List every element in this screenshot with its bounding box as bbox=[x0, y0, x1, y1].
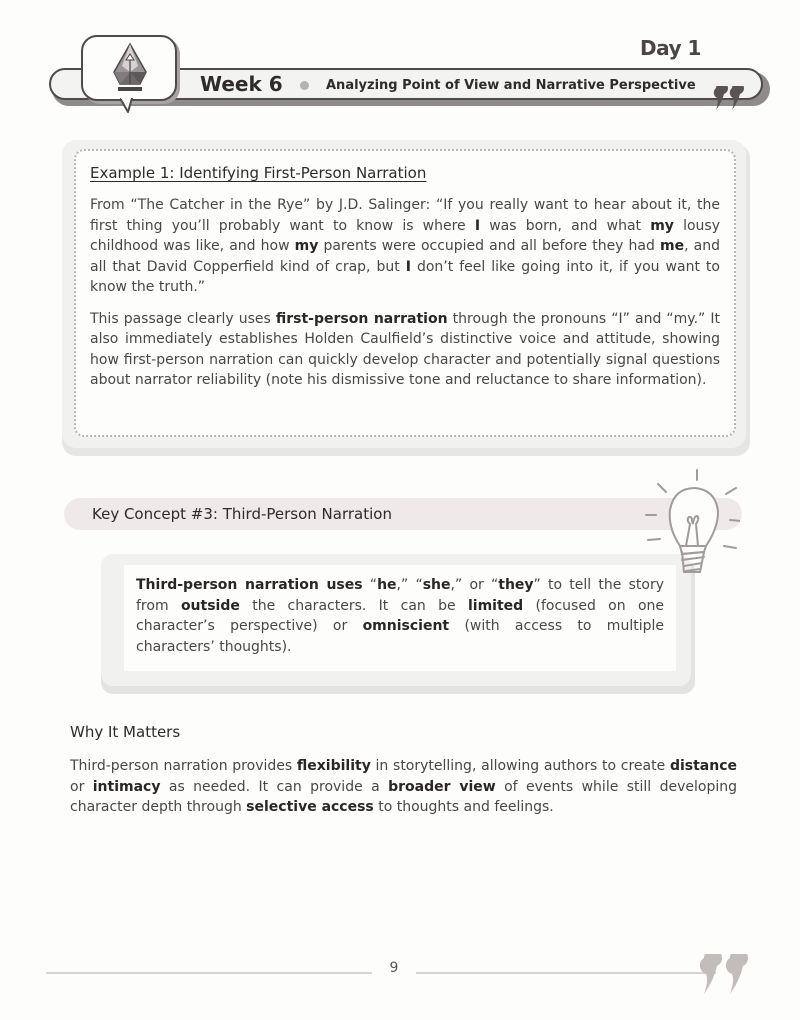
footer-rule-right bbox=[416, 972, 716, 974]
page-number: 9 bbox=[389, 960, 399, 976]
text-run: to thoughts and feelings. bbox=[373, 799, 554, 815]
text-run: don’t feel like going into it, if you want to know the truth.” bbox=[90, 258, 720, 295]
text-run: the characters. It can be bbox=[239, 597, 468, 614]
day-label: Day 1 bbox=[640, 36, 701, 60]
definition-box-inner bbox=[124, 565, 676, 671]
footer-rule-left bbox=[46, 972, 372, 974]
closing-quote-icon bbox=[712, 86, 746, 112]
emphasized-term: broader view bbox=[388, 778, 496, 795]
emphasized-term: I bbox=[474, 217, 481, 234]
definition-text bbox=[136, 575, 664, 657]
example-analysis bbox=[90, 309, 720, 391]
text-run: or bbox=[70, 778, 93, 795]
text-run: ,” “ bbox=[396, 577, 423, 593]
emphasized-term: first-person narration bbox=[275, 310, 448, 327]
text-run: “ bbox=[362, 577, 378, 593]
emphasized-term: omniscient bbox=[362, 618, 450, 634]
closing-quote-icon bbox=[700, 954, 752, 996]
emphasized-term: Third-person narration uses bbox=[136, 577, 363, 593]
emphasized-term: my bbox=[650, 217, 674, 234]
fountain-pen-nib-icon bbox=[110, 42, 150, 94]
speech-bubble-tail bbox=[120, 98, 136, 114]
why-it-matters-text bbox=[70, 756, 737, 818]
emphasized-term: selective access bbox=[246, 799, 374, 815]
why-it-matters-heading: Why It Matters bbox=[70, 723, 181, 741]
why-it-matters-section bbox=[70, 756, 737, 829]
week-subtitle: Analyzing Point of View and Narrative Perspective bbox=[326, 78, 696, 93]
example-title: Example 1: Identifying First-Person Narration bbox=[90, 164, 427, 182]
text-run: through the pronouns “I” and “my.” It also immediately establishes Holden Caulfield’s distinctive voice and attitude, showing how first-person narration can quickly develop character and potentially signal questions about narrator reliability (note his dismissive tone and reluctance to share information). bbox=[90, 310, 720, 388]
text-run: (with access to multiple characters’ thoughts). bbox=[136, 618, 664, 655]
text-run: (focused on one character’s perspective) or bbox=[136, 597, 665, 634]
emphasized-term: I bbox=[405, 258, 411, 275]
emphasized-term: limited bbox=[467, 597, 524, 614]
text-run: parents were occupied and all before they had bbox=[318, 238, 660, 254]
week-title: Week 6 bbox=[200, 72, 283, 96]
text-run: in storytelling, allowing authors to create bbox=[370, 758, 670, 774]
text-run: lousy childhood was like, and how bbox=[90, 217, 721, 254]
separator-dot bbox=[300, 81, 309, 90]
text-run: , and all that David Copperfield kind of crap, but bbox=[90, 238, 720, 275]
example-quote bbox=[90, 195, 720, 298]
key-concept-title: Key Concept #3: Third-Person Narration bbox=[92, 505, 392, 523]
emphasized-term: they bbox=[498, 577, 534, 593]
text-run: Third-person narration provides bbox=[70, 758, 297, 774]
text-run: From “The Catcher in the Rye” by J.D. Salinger: “If you really want to hear about it, the first thing you’ll probably want to know is where bbox=[90, 197, 720, 234]
emphasized-term: my bbox=[294, 238, 319, 254]
emphasized-term: outside bbox=[180, 597, 240, 614]
text-run: as needed. It can provide a bbox=[160, 778, 389, 795]
text-run: ” to tell the story from bbox=[136, 577, 664, 614]
text-run: of events while still developing character depth through bbox=[70, 778, 737, 815]
emphasized-term: she bbox=[422, 577, 451, 593]
example-box-inner bbox=[74, 149, 736, 437]
text-run: was born, and what bbox=[480, 217, 651, 234]
lightbulb-icon bbox=[640, 468, 740, 580]
emphasized-term: me bbox=[660, 238, 685, 254]
text-run: ,” or “ bbox=[450, 577, 499, 593]
emphasized-term: flexibility bbox=[296, 758, 371, 774]
emphasized-term: distance bbox=[669, 758, 737, 774]
emphasized-term: intimacy bbox=[92, 778, 161, 795]
text-run: This passage clearly uses bbox=[90, 310, 276, 327]
emphasized-term: he bbox=[377, 577, 397, 593]
